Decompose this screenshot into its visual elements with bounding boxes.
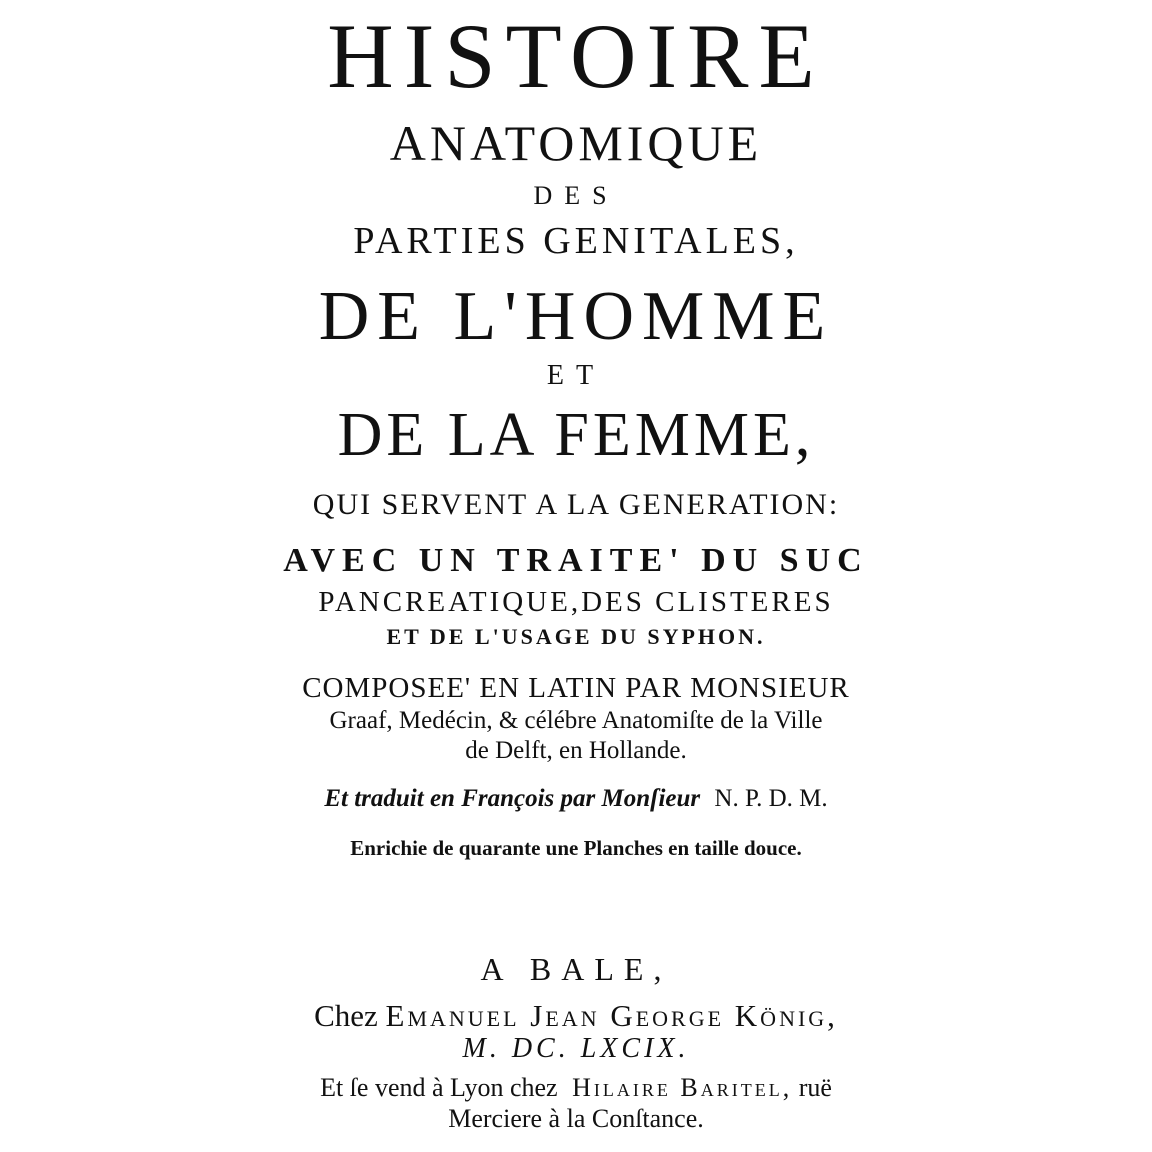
seller-suffix: ruë	[798, 1073, 832, 1102]
author-composee: COMPOSEE' EN LATIN PAR MONSIEUR	[302, 672, 850, 704]
title-de-lhomme: DE L'HOMME	[318, 278, 834, 355]
seller-name: Hilaire Baritel,	[572, 1073, 793, 1102]
title-des: DES	[533, 181, 619, 210]
subtitle-pancreatique: PANCREATIQUE,DES CLISTERES	[318, 586, 834, 618]
imprint-year: M. DC. LXCIX.	[462, 1033, 690, 1064]
title-anatomique: ANATOMIQUE	[389, 115, 763, 171]
subtitle-traite: AVEC UN TRAITE' DU SUC	[283, 542, 869, 579]
imprint-printer	[0, 1000, 1152, 1031]
title-parties-genitales: PARTIES GENITALES,	[353, 220, 799, 262]
plates-line: Enrichie de quarante une Planches en taille douce.	[350, 836, 802, 860]
title-histoire: HISTOIRE	[327, 5, 825, 107]
seller-prefix: Et ſe vend à Lyon chez	[320, 1073, 558, 1102]
author-graaf: Graaf, Medécin, & célébre Anatomiſte de la Ville	[329, 707, 823, 734]
title-de-la-femme: DE LA FEMME,	[337, 401, 815, 469]
translator-line	[0, 786, 1152, 811]
imprint-address: Merciere à la Conſtance.	[448, 1104, 704, 1133]
subtitle-generation: QUI SERVENT A LA GENERATION:	[312, 488, 840, 521]
translator-prefix: Et traduit en François par Monſieur	[324, 785, 701, 812]
author-delft: de Delft, en Hollande.	[465, 737, 687, 764]
subtitle-syphon: ET DE L'USAGE DU SYPHON.	[386, 624, 766, 649]
imprint-place: A BALE,	[480, 951, 672, 987]
imprint-seller	[0, 1075, 1152, 1101]
translator-initials: N. P. D. M.	[714, 785, 828, 812]
printer-name: Emanuel Jean George König,	[385, 998, 838, 1033]
title-et: ET	[546, 360, 606, 391]
printer-prefix: Chez	[314, 998, 378, 1033]
